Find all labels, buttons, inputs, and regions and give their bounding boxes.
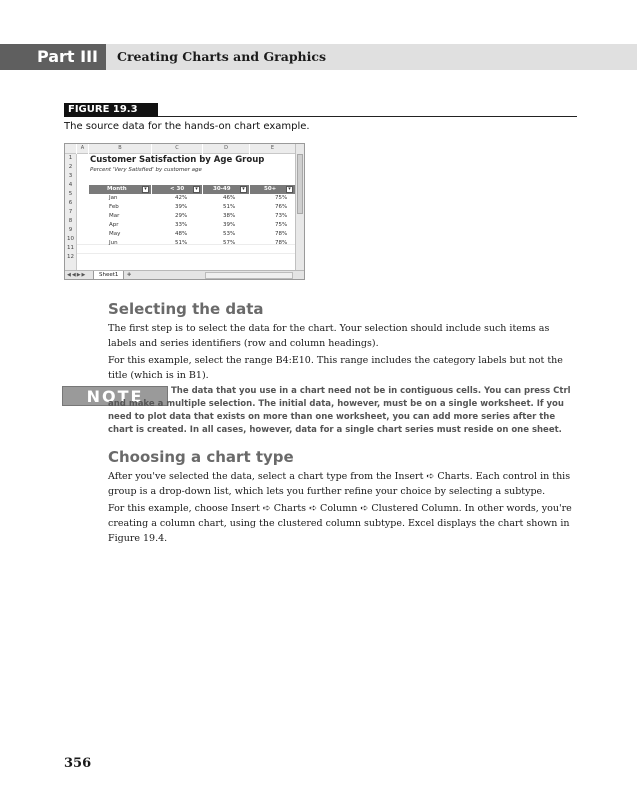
note-badge: NOTE xyxy=(62,386,168,406)
month-cell[interactable]: Jan xyxy=(109,195,118,201)
value-cell[interactable]: 39% xyxy=(223,222,236,228)
section-heading-chart-type: Choosing a chart type xyxy=(108,448,294,466)
sheet-tab[interactable]: Sheet1 xyxy=(93,271,124,280)
month-cell[interactable]: Mar xyxy=(109,213,120,219)
row-number: 8 xyxy=(65,217,77,226)
value-cell[interactable]: 38% xyxy=(223,213,236,219)
part-label: Part III xyxy=(0,44,106,70)
table-header-month[interactable] xyxy=(89,185,151,194)
figure-caption: The source data for the hands-on chart example. xyxy=(64,121,310,132)
month-cell[interactable]: Feb xyxy=(109,204,119,210)
page-number: 356 xyxy=(64,756,92,771)
row-number: 12 xyxy=(65,253,77,270)
column-header-c: C xyxy=(152,144,202,154)
value-cell[interactable]: 51% xyxy=(175,240,188,246)
body-paragraph: After you've selected the data, select a chart type from the Insert ➪ Charts. Each control in this group is a drop-down list, which lets you further refine your choice by selecting a subtype. xyxy=(108,471,571,497)
column-header-d: D xyxy=(203,144,249,154)
table-header-label: < 30 xyxy=(170,186,185,192)
table-header-label: 50+ xyxy=(264,186,277,192)
value-cell[interactable]: 29% xyxy=(175,213,188,219)
table-header-under-30[interactable] xyxy=(152,185,202,194)
row-number: 2 xyxy=(65,163,77,172)
value-cell[interactable]: 78% xyxy=(275,240,288,246)
table-header-30-49[interactable] xyxy=(203,185,249,194)
section-heading-selecting: Selecting the data xyxy=(108,300,264,318)
value-cell[interactable]: 42% xyxy=(175,195,188,201)
value-cell[interactable]: 51% xyxy=(223,204,236,210)
row-number: 10 xyxy=(65,235,77,244)
value-cell[interactable]: 73% xyxy=(275,213,288,219)
sheet-nav-arrows-icon[interactable]: ◀◀▶▶ xyxy=(67,272,87,278)
horizontal-scrollbar[interactable] xyxy=(205,272,293,279)
value-cell[interactable]: 75% xyxy=(275,195,288,201)
body-paragraph: For this example, choose Insert ➪ Charts ➪ Column ➪ Clustered Column. In other words, you're creating a column chart, using the clustered column subtype. Excel displays the chart shown in Figure 19.4. xyxy=(108,503,572,544)
new-sheet-icon[interactable]: ✚ xyxy=(127,272,132,278)
table-header-50-plus[interactable] xyxy=(250,185,295,194)
value-cell[interactable]: 57% xyxy=(223,240,236,246)
value-cell[interactable]: 33% xyxy=(175,222,188,228)
row-number: 4 xyxy=(65,181,77,190)
value-cell[interactable]: 48% xyxy=(175,231,188,237)
column-header-a: A xyxy=(77,144,88,154)
running-header xyxy=(0,44,637,70)
value-cell[interactable]: 46% xyxy=(223,195,236,201)
chapter-title: Creating Charts and Graphics xyxy=(117,49,327,64)
row-number: 1 xyxy=(65,154,77,163)
note-text: The data that you use in a chart need not be in contiguous cells. You can press Ctrl and make a multiple selection. The initial data, however, must be on a single worksheet. If you need to plot data that exists on more than one worksheet, you can add more series after the chart is created. In all cases, however, data for a single chart series must reside on one sheet. xyxy=(108,386,571,435)
body-paragraph: For this example, select the range B4:E10. This range includes the category labels but not the title (which is in B1). xyxy=(108,355,563,381)
sheet-tab-bar xyxy=(65,270,304,280)
value-cell[interactable]: 75% xyxy=(275,222,288,228)
filter-dropdown-icon[interactable]: ▾ xyxy=(142,186,149,193)
row-number: 11 xyxy=(65,244,77,253)
scroll-thumb[interactable] xyxy=(297,154,303,214)
value-cell[interactable]: 76% xyxy=(275,204,288,210)
column-header-b: B xyxy=(89,144,151,154)
body-paragraph: The first step is to select the data for the chart. Your selection should include such items as labels and series identifiers (row and column headings). xyxy=(108,323,550,349)
filter-dropdown-icon[interactable]: ▾ xyxy=(193,186,200,193)
row-number: 7 xyxy=(65,208,77,217)
row-number: 3 xyxy=(65,172,77,181)
select-all-corner xyxy=(65,144,76,154)
sheet-title-cell: Customer Satisfaction by Age Group xyxy=(90,155,265,165)
column-header-e: E xyxy=(250,144,295,154)
figure-label: FIGURE 19.3 xyxy=(64,103,158,117)
value-cell[interactable]: 53% xyxy=(223,231,236,237)
vertical-scrollbar[interactable] xyxy=(295,144,305,270)
month-cell[interactable]: Apr xyxy=(109,222,119,228)
month-cell[interactable]: Jun xyxy=(109,240,118,246)
filter-dropdown-icon[interactable]: ▾ xyxy=(240,186,247,193)
row-number: 6 xyxy=(65,199,77,208)
spreadsheet-figure xyxy=(64,143,305,280)
month-cell[interactable]: May xyxy=(109,231,121,237)
filter-dropdown-icon[interactable]: ▾ xyxy=(286,186,293,193)
sheet-subtitle-cell: Percent 'Very Satisfied' by customer age xyxy=(90,167,202,173)
table-header-label: 30-49 xyxy=(213,186,231,192)
row-number: 5 xyxy=(65,190,77,199)
value-cell[interactable]: 39% xyxy=(175,204,188,210)
grid-line xyxy=(77,253,295,254)
row-number: 9 xyxy=(65,226,77,235)
table-header-label: Month xyxy=(107,186,127,192)
value-cell[interactable]: 78% xyxy=(275,231,288,237)
